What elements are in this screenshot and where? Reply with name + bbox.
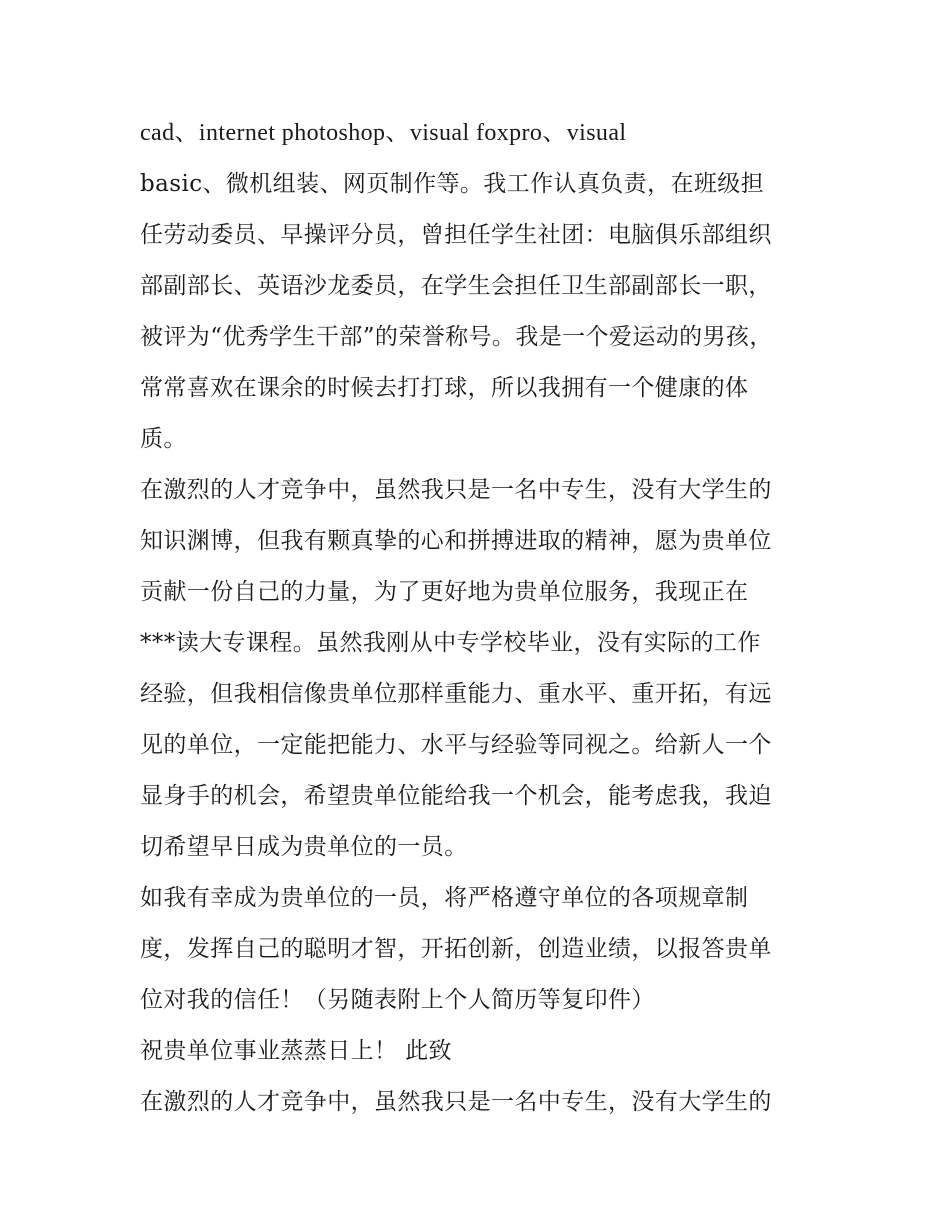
text-line: 祝贵单位事业蒸蒸日上！ 此致 (140, 1038, 452, 1064)
text-line: cad、internet photoshop、visual foxpro、visual (140, 120, 627, 146)
text-line: 被评为“优秀学生干部”的荣誉称号。我是一个爱运动的男孩， (140, 324, 773, 350)
text-line: 显身手的机会，希望贵单位能给我一个机会，能考虑我，我迫 (140, 783, 772, 809)
text-line: basic、微机组装、网页制作等。我工作认真负责，在班级担 (140, 171, 765, 197)
text-line: 见的单位，一定能把能力、水平与经验等同视之。给新人一个 (140, 732, 772, 758)
text-line: 在激烈的人才竞争中，虽然我只是一名中专生，没有大学生的 (140, 1089, 772, 1115)
text-line: 如我有幸成为贵单位的一员，将严格遵守单位的各项规章制 (140, 885, 749, 911)
text-line: ***读大专课程。虽然我刚从中专学校毕业，没有实际的工作 (140, 630, 761, 656)
text-line: 切希望早日成为贵单位的一员。 (140, 834, 468, 860)
text-line: 位对我的信任！（另随表附上个人简历等复印件） (140, 987, 655, 1013)
text-line: 在激烈的人才竞争中，虽然我只是一名中专生，没有大学生的 (140, 477, 772, 503)
text-line: 贡献一份自己的力量，为了更好地为贵单位服务，我现正在 (140, 579, 749, 605)
text-line: 任劳动委员、早操评分员，曾担任学生社团：电脑俱乐部组织 (140, 222, 772, 248)
text-line: 质。 (140, 426, 187, 452)
text-line: 部副部长、英语沙龙委员，在学生会担任卫生部副部长一职， (140, 273, 772, 299)
text-line: 常常喜欢在课余的时候去打打球，所以我拥有一个健康的体 (140, 375, 749, 401)
text-line: 知识渊博，但我有颗真挚的心和拼搏进取的精神，愿为贵单位 (140, 528, 772, 554)
body-text (140, 108, 820, 1128)
text-line: 度，发挥自己的聪明才智，开拓创新，创造业绩，以报答贵单 (140, 936, 772, 962)
text-line: 经验，但我相信像贵单位那样重能力、重水平、重开拓，有远 (140, 681, 772, 707)
